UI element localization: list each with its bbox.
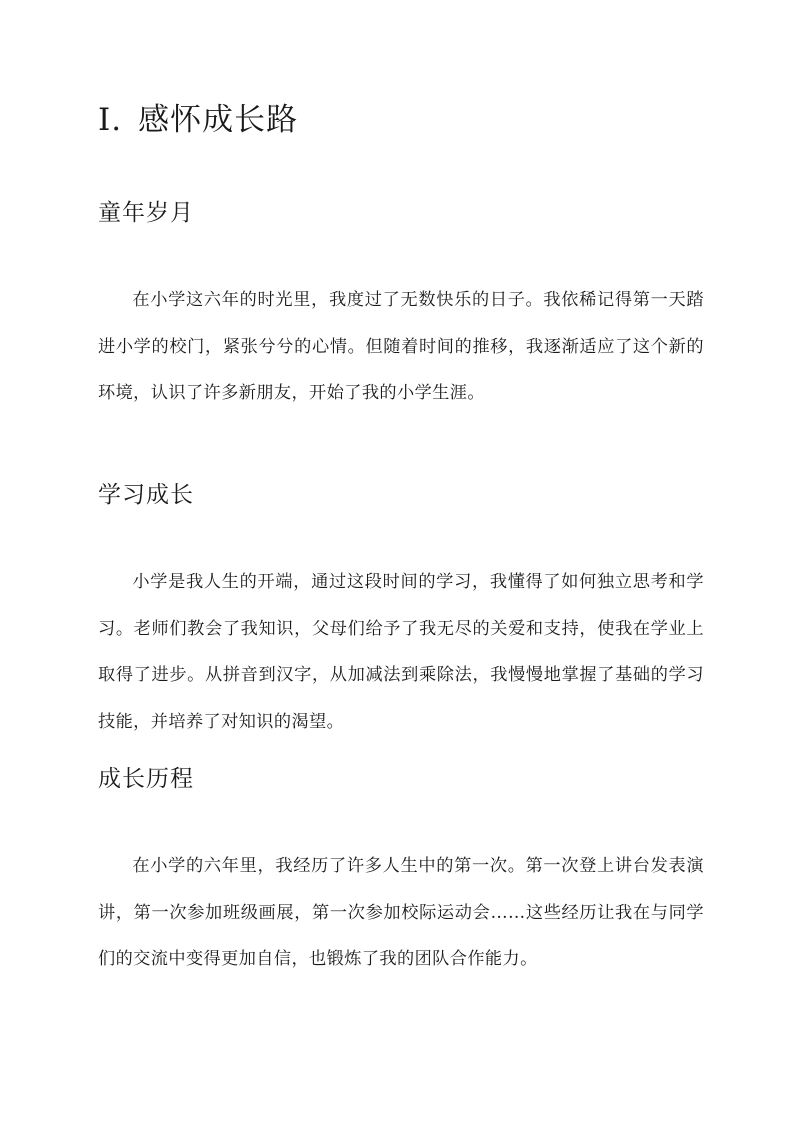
section-paragraph: 小学是我人生的开端，通过这段时间的学习，我懂得了如何独立思考和学习。老师们教会了我知识，父母们给予了我无尽的关爱和支持，使我在学业上取得了进步。从拼音到汉字，从加减法到乘除法，我慢慢地掌握了基础的学习技能，并培养了对知识的渴望。 bbox=[98, 572, 704, 732]
section-growth bbox=[98, 762, 704, 983]
section-heading: 学习成长 bbox=[98, 482, 194, 508]
section-childhood bbox=[98, 196, 704, 417]
section-paragraph: 在小学的六年里，我经历了许多人生中的第一次。第一次登上讲台发表演讲，第一次参加班级画展，第一次参加校际运动会……这些经历让我在与同学们的交流中变得更加自信，也锻炼了我的团队合作能力。 bbox=[98, 856, 704, 969]
title-number: I. bbox=[98, 102, 123, 138]
section-heading: 童年岁月 bbox=[98, 200, 194, 226]
section-heading: 成长历程 bbox=[98, 766, 194, 792]
title-text: 感怀成长路 bbox=[138, 102, 299, 138]
section-paragraph: 在小学这六年的时光里，我度过了无数快乐的日子。我依稀记得第一天踏进小学的校门，紧张兮兮的心情。但随着时间的推移，我逐渐适应了这个新的环境，认识了许多新朋友，开始了我的小学生涯。 bbox=[98, 290, 704, 403]
page-title bbox=[98, 98, 298, 142]
section-learning bbox=[98, 478, 704, 745]
